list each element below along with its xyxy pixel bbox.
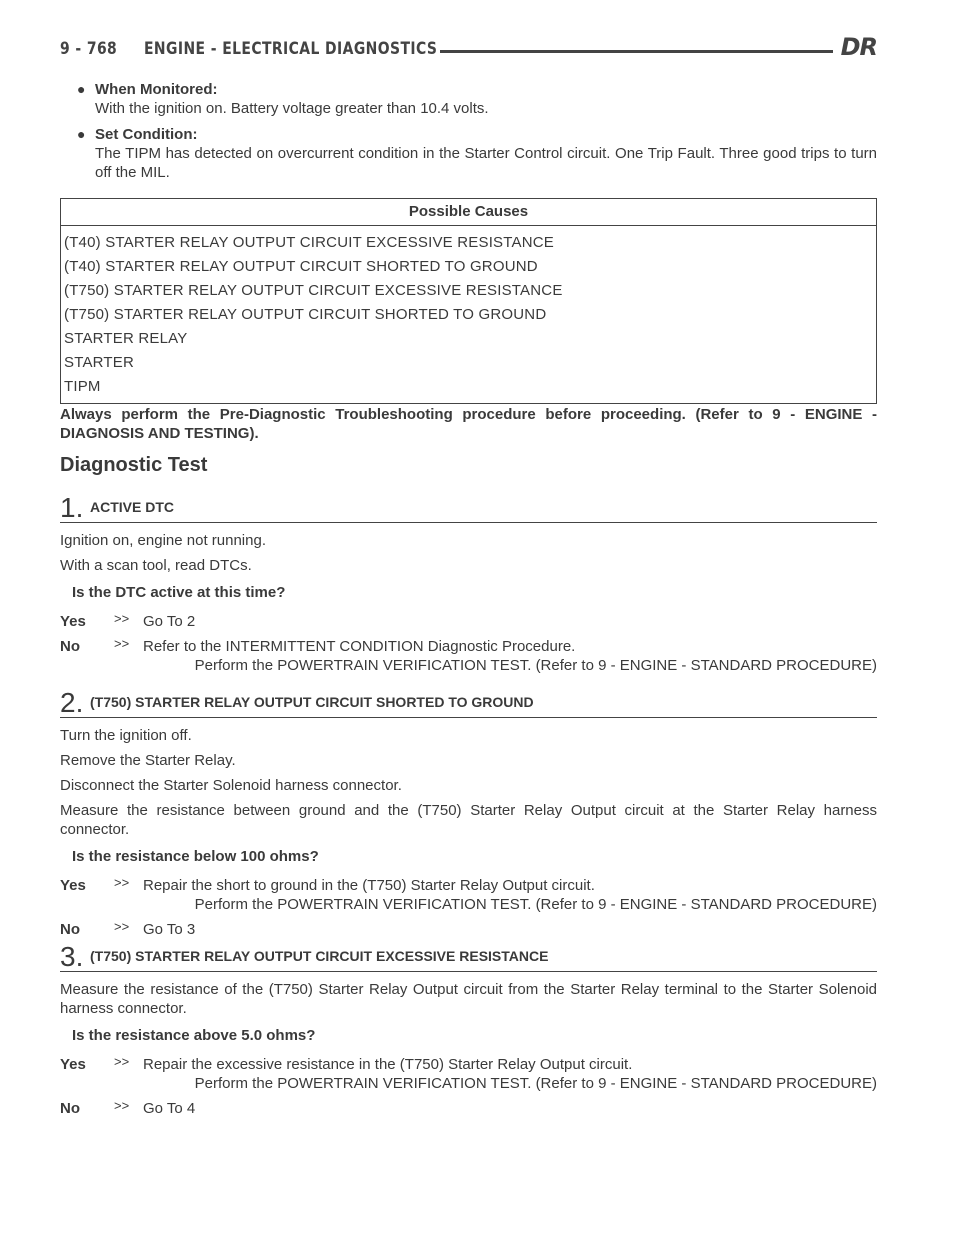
answer-no	[60, 920, 877, 939]
page-header	[60, 33, 877, 68]
answer-text: Perform the POWERTRAIN VERIFICATION TEST. (Refer to 9 - ENGINE - STANDARD PROCEDURE)	[194, 1075, 877, 1092]
step-3	[60, 941, 877, 1124]
arrow-icon: >>	[114, 1098, 130, 1113]
header-rule	[440, 50, 833, 53]
answer-text: Repair the excessive resistance in the (T750) Starter Relay Output circuit.	[143, 1056, 633, 1073]
step-number: 2.	[60, 687, 84, 718]
arrow-icon: >>	[114, 1054, 130, 1069]
arrow-icon: >>	[114, 919, 130, 934]
cause-item: (T750) STARTER RELAY OUTPUT CIRCUIT EXCESSIVE RESISTANCE	[64, 282, 563, 299]
step-question: Is the resistance above 5.0 ohms?	[72, 1027, 316, 1044]
cause-item: STARTER	[64, 354, 135, 371]
instruction: Remove the Starter Relay.	[60, 752, 236, 769]
bullet-icon: ●	[77, 126, 86, 142]
step-heading	[60, 492, 877, 523]
section-title: ENGINE - ELECTRICAL DIAGNOSTICS	[144, 39, 438, 59]
cause-item: (T40) STARTER RELAY OUTPUT CIRCUIT SHORTED TO GROUND	[64, 258, 538, 275]
step-body	[60, 523, 877, 675]
step-question: Is the DTC active at this time?	[72, 584, 286, 601]
causes-list	[61, 226, 876, 403]
answer-label: Yes	[60, 613, 86, 630]
condition-list	[60, 80, 877, 189]
answer-no	[60, 637, 877, 675]
page-number: 9 - 768	[60, 39, 118, 59]
answer-label: Yes	[60, 1056, 86, 1073]
step-title: (T750) STARTER RELAY OUTPUT CIRCUIT SHORTED TO GROUND	[90, 694, 534, 710]
answer-yes	[60, 612, 877, 631]
step-1	[60, 492, 877, 681]
arrow-icon: >>	[114, 875, 130, 890]
answer-yes	[60, 876, 877, 914]
instruction: Measure the resistance of the (T750) Starter Relay Output circuit from the Starter Relay terminal to the Starter Solenoid harness connector.	[60, 981, 877, 1017]
list-item	[60, 80, 877, 118]
answer-text: Repair the short to ground in the (T750) Starter Relay Output circuit.	[143, 877, 595, 894]
cause-item: (T40) STARTER RELAY OUTPUT CIRCUIT EXCESSIVE RESISTANCE	[64, 234, 554, 251]
step-2	[60, 687, 877, 945]
answer-text: Perform the POWERTRAIN VERIFICATION TEST. (Refer to 9 - ENGINE - STANDARD PROCEDURE)	[194, 657, 877, 674]
bullet-icon: ●	[77, 81, 86, 97]
pre-diagnostic-note: Always perform the Pre-Diagnostic Troubleshooting procedure before proceeding. (Refer to 9 - ENGINE - DIAGNOSIS AND TESTING).	[60, 406, 877, 442]
answer-text: Refer to the INTERMITTENT CONDITION Diagnostic Procedure.	[143, 638, 576, 655]
bullet-title: When Monitored:	[95, 81, 218, 98]
answer-label: Yes	[60, 877, 86, 894]
step-question: Is the resistance below 100 ohms?	[72, 848, 319, 865]
step-body	[60, 718, 877, 939]
step-number: 3.	[60, 941, 84, 972]
cause-item: (T750) STARTER RELAY OUTPUT CIRCUIT SHORTED TO GROUND	[64, 306, 547, 323]
instruction: Ignition on, engine not running.	[60, 532, 266, 549]
step-heading	[60, 687, 877, 718]
instruction: Measure the resistance between ground and the (T750) Starter Relay Output circuit at the Starter Relay harness connector.	[60, 802, 877, 838]
diagnostic-test-heading: Diagnostic Test	[60, 454, 208, 476]
step-heading	[60, 941, 877, 972]
step-title: ACTIVE DTC	[90, 499, 174, 515]
instruction: Disconnect the Starter Solenoid harness connector.	[60, 777, 402, 794]
list-item	[60, 125, 877, 182]
cause-item: STARTER RELAY	[64, 330, 188, 347]
step-title: (T750) STARTER RELAY OUTPUT CIRCUIT EXCESSIVE RESISTANCE	[90, 948, 549, 964]
cause-item: TIPM	[64, 378, 101, 395]
answer-text: Go To 2	[143, 613, 196, 630]
answer-yes	[60, 1055, 877, 1093]
bullet-text: The TIPM has detected on overcurrent condition in the Starter Control circuit. One Trip Fault. Three good trips to turn off the MIL.	[95, 145, 877, 181]
arrow-icon: >>	[114, 611, 130, 626]
answer-label: No	[60, 1100, 80, 1117]
step-number: 1.	[60, 492, 84, 523]
arrow-icon: >>	[114, 636, 130, 651]
bullet-text: With the ignition on. Battery voltage greater than 10.4 volts.	[95, 100, 489, 117]
possible-causes-table	[60, 198, 877, 404]
instruction: With a scan tool, read DTCs.	[60, 557, 252, 574]
brand-logo: DR	[840, 33, 877, 61]
instruction: Turn the ignition off.	[60, 727, 192, 744]
answer-text: Perform the POWERTRAIN VERIFICATION TEST. (Refer to 9 - ENGINE - STANDARD PROCEDURE)	[194, 896, 877, 913]
answer-no	[60, 1099, 877, 1118]
table-header: Possible Causes	[61, 199, 876, 226]
step-body	[60, 972, 877, 1118]
bullet-title: Set Condition:	[95, 126, 198, 143]
answer-text: Go To 3	[143, 921, 196, 938]
answer-text: Go To 4	[143, 1100, 196, 1117]
answer-label: No	[60, 638, 80, 655]
answer-label: No	[60, 921, 80, 938]
